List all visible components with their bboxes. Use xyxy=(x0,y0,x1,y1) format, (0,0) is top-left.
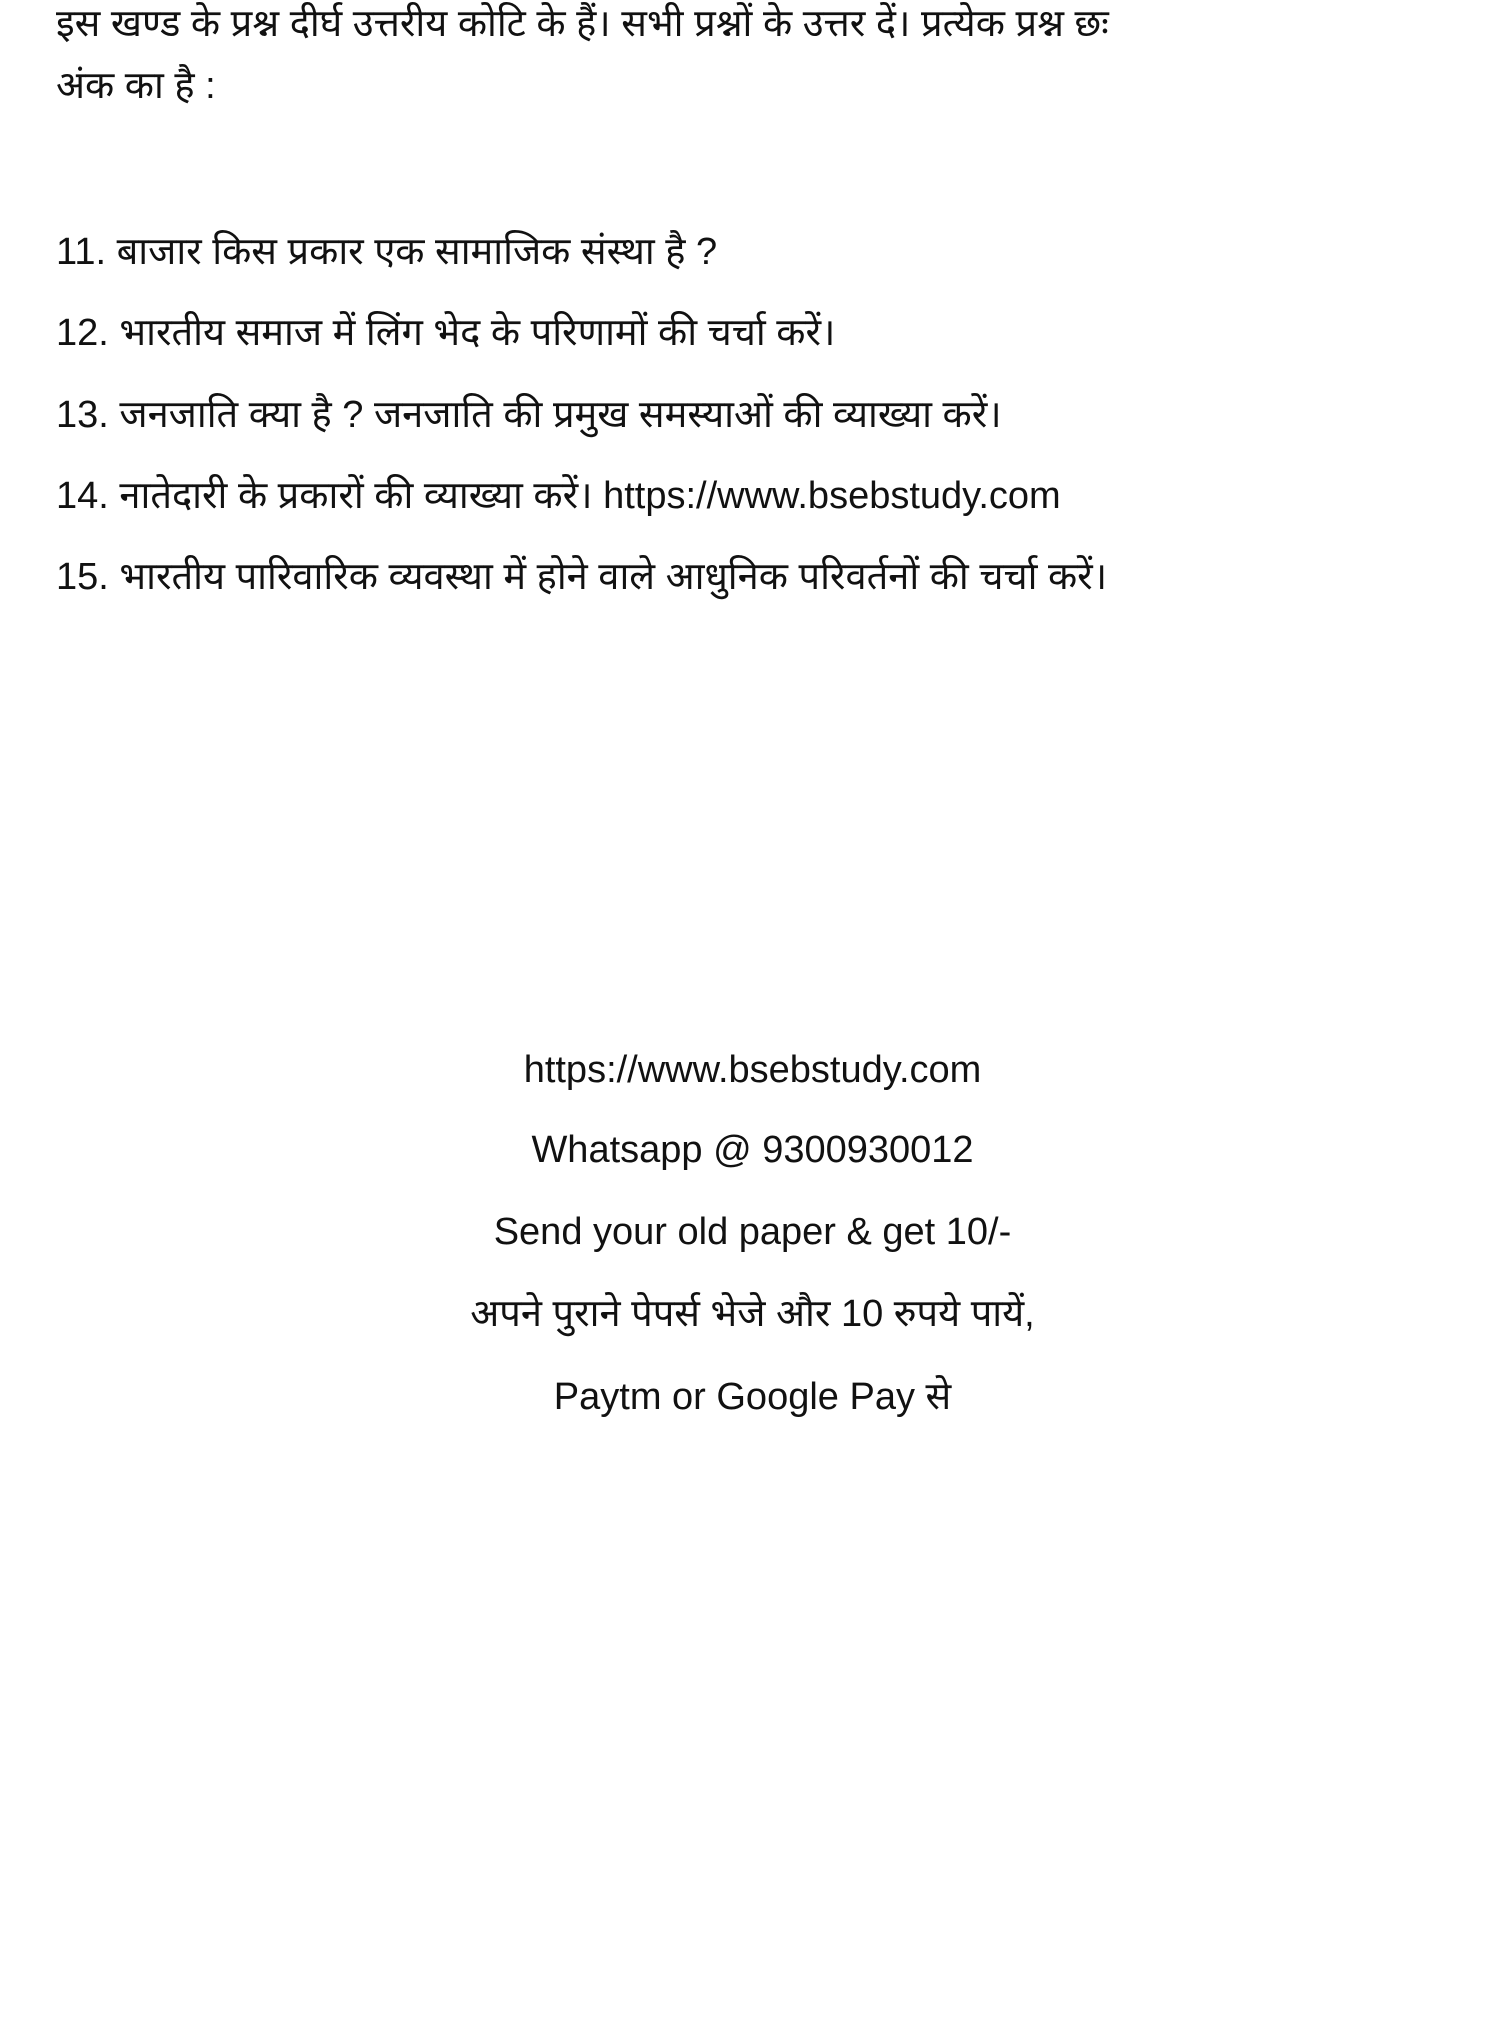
instructions-line-1: इस खण्ड के प्रश्न दीर्घ उत्तरीय कोटि के हैं। सभी प्रश्नों के उत्तर दें। प्रत्येक प्रश्न छः xyxy=(56,3,1109,45)
footer-whatsapp: Whatsapp @ 9300930012 xyxy=(531,1129,974,1171)
footer-url: https://www.bsebstudy.com xyxy=(523,1049,982,1091)
question-number: 13. xyxy=(56,394,109,436)
question-text: भारतीय समाज में लिंग भेद के परिणामों की चर्चा करें। xyxy=(119,312,836,354)
question-item xyxy=(56,303,835,363)
footer-payment: Paytm or Google Pay से xyxy=(553,1376,952,1418)
question-item xyxy=(56,385,1002,445)
question-number: 12. xyxy=(56,312,109,354)
question-number: 14. xyxy=(56,475,109,517)
question-text: बाजार किस प्रकार एक सामाजिक संस्था है ? xyxy=(116,231,718,273)
question-item xyxy=(56,547,1107,607)
question-number: 11. xyxy=(56,231,107,273)
question-text: भारतीय पारिवारिक व्यवस्था में होने वाले आधुनिक परिवर्तनों की चर्चा करें। xyxy=(119,556,1108,598)
question-item xyxy=(56,466,1061,526)
question-text: जनजाति क्या है ? जनजाति की प्रमुख समस्याओं की व्याख्या करें। xyxy=(119,394,1002,436)
question-item xyxy=(56,222,717,282)
question-text: नातेदारी के प्रकारों की व्याख्या करें। https://www.bsebstudy.com xyxy=(119,475,1061,517)
footer-offer-english: Send your old paper & get 10/- xyxy=(493,1211,1012,1253)
question-number: 15. xyxy=(56,556,109,598)
instructions-line-2: अंक का है : xyxy=(56,65,216,107)
footer-offer-hindi: अपने पुराने पेपर्स भेजे और 10 रुपये पायें, xyxy=(470,1293,1035,1335)
